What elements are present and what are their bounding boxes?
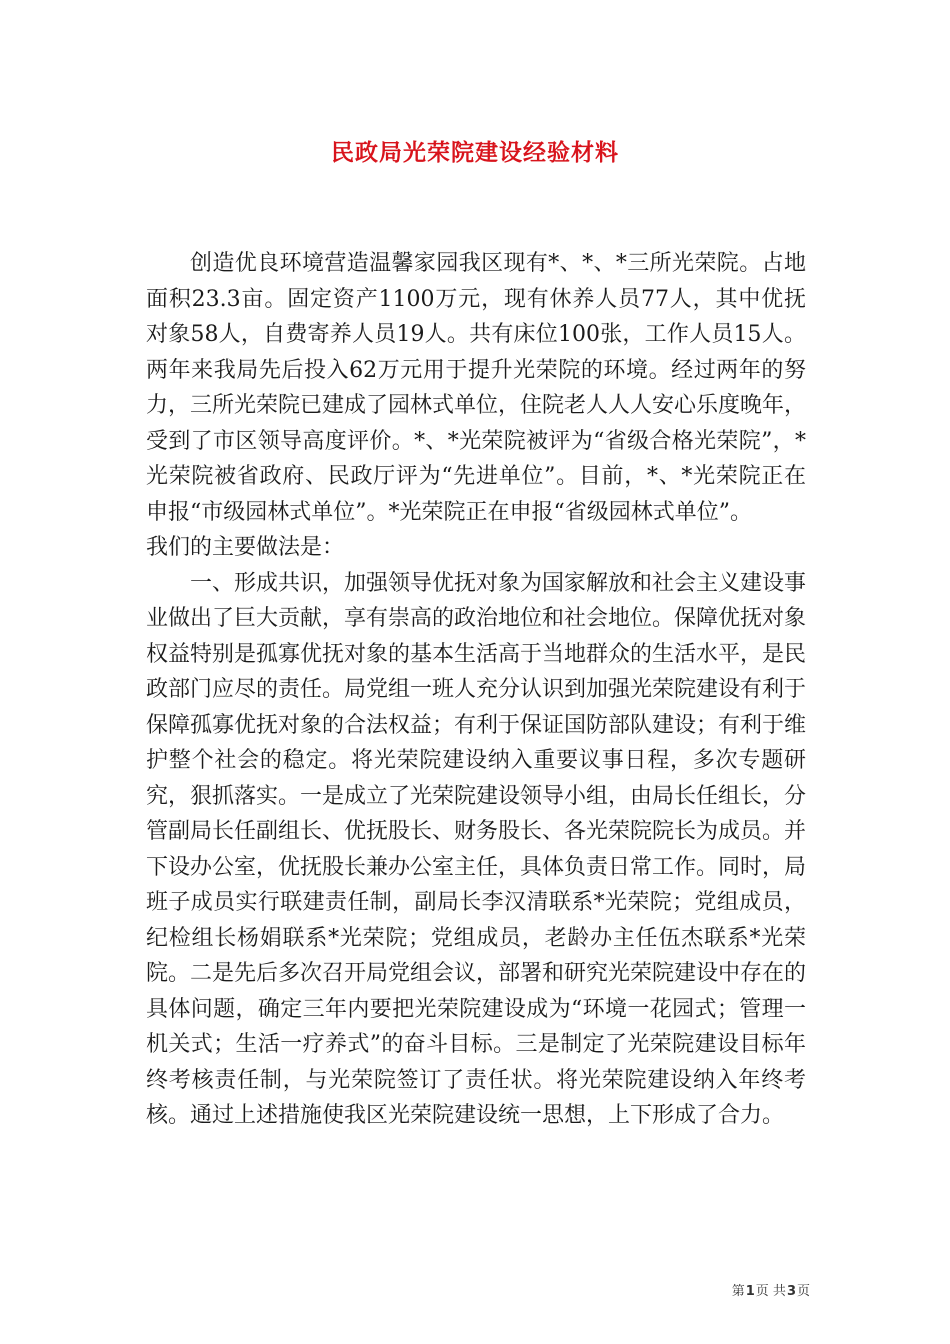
paragraph-section-one: 一、形成共识，加强领导优抚对象为国家解放和社会主义建设事业做出了巨大贡献，享有崇高的政治地位和社会地位。保障优抚对象权益特别是孤寡优抚对象的基本生活高于当地群众的生活水平，是民政部门应尽的责任。局党组一班人充分认识到加强光荣院建设有利于保障孤寡优抚对象的合法权益；有利于保证国防部队建设；有利于维护整个社会的稳定。将光荣院建设纳入重要议事日程，多次专题研究，狠抓落实。一是成立了光荣院建设领导小组，由局长任组长，分管副局长任副组长、优抚股长、财务股长、各光荣院院长为成员。并下设办公室，优抚股长兼办公室主任，具体负责日常工作。同时，局班子成员实行联建责任制，副局长李汉清联系*光荣院；党组成员，纪检组长杨娟联系*光荣院；党组成员，老龄办主任伍杰联系*光荣院。二是先后多次召开局党组会议，部署和研究光荣院建设中存在的具体问题，确定三年内要把光荣院建设成为“环境一花园式；管理一机关式；生活一疗养式”的奋斗目标。三是制定了光荣院建设目标年终考核责任制，与光荣院签订了责任状。将光荣院建设纳入年终考核。通过上述措施使我区光荣院建设统一思想，上下形成了合力。 [146, 570, 807, 1128]
footer-middle: 页 共 [755, 1284, 786, 1299]
paragraph-methods-lead: 我们的主要做法是： [146, 535, 345, 560]
footer-current-page: 1 [745, 1284, 755, 1299]
footer-total-pages: 3 [786, 1284, 796, 1299]
footer-suffix: 页 [796, 1284, 810, 1299]
paragraph-intro: 创造优良环境营造温馨家园我区现有*、*、*三所光荣院。占地面积23.3亩。固定资产1100万元，现有休养人员77人，其中优抚对象58人，自费寄养人员19人。共有床位100张，工作人员15人。两年来我局先后投入62万元用于提升光荣院的环境。经过两年的努力，三所光荣院已建成了园林式单位，住院老人人人安心乐度晚年，受到了市区领导高度评价。*、*光荣院被评为“省级合格光荣院”，*光荣院被省政府、民政厅评为“先进单位”。目前，*、*光荣院正在申报“市级园林式单位”。*光荣院正在申报“省级园林式单位”。 [146, 251, 807, 525]
document-title: 民政局光荣院建设经验材料 [331, 139, 619, 166]
document-body [146, 246, 806, 1134]
page-number-footer [732, 1280, 810, 1299]
footer-prefix: 第 [731, 1284, 745, 1299]
